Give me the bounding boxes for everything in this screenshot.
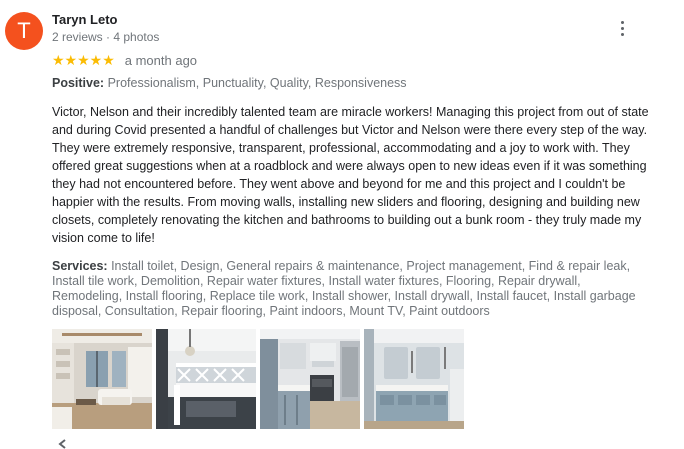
photo-strip	[52, 329, 464, 429]
rating-row	[52, 52, 197, 68]
services-list	[52, 259, 652, 319]
review-photo-living-room[interactable]	[52, 329, 152, 429]
positive-text: Professionalism, Punctuality, Quality, Responsiveness	[104, 76, 407, 90]
positive-attributes	[52, 76, 407, 90]
reviewer-name[interactable]: Taryn Leto	[52, 12, 118, 27]
services-text: Install toilet, Design, General repairs & maintenance, Project management, Find & repair leak, Install tile work, Demolition, Repair water fixtures, Install water fixtures, Flooring, Repair drywall, Remodeling, Install flooring, Replace tile work, Install shower, Install drywall, Install faucet, Install garbage disposal, Consultation, Repair flooring, Paint indoors, Mount TV, Paint outdoors	[52, 259, 636, 318]
chevron-left-icon[interactable]	[58, 439, 68, 449]
positive-label: Positive:	[52, 76, 105, 90]
review-photo-bathroom[interactable]	[364, 329, 464, 429]
services-label: Services:	[52, 259, 108, 273]
star-rating: ★★★★★	[52, 52, 115, 68]
more-vert-icon[interactable]	[612, 18, 632, 38]
review-photo-bunk-room[interactable]	[156, 329, 256, 429]
review-photo-kitchen[interactable]	[260, 329, 360, 429]
review-time: a month ago	[124, 52, 198, 68]
reviewer-meta: 2 reviews · 4 photos	[52, 30, 160, 44]
review-text: Victor, Nelson and their incredibly talented team are miracle workers! Managing this project from out of state and during Covid presented a handful of challenges but Victor and Nelson were there every step of the way. They were extremely responsive, transparent, professional, accommodating and a joy to work with. They offered great suggestions when at a roadblock and were always open to new ideas even if it was something they had not encountered before. They went above and beyond for me and this project and I couldn't be happier with the results. From moving walls, installing new sliders and flooring, designing and building new closets, completely renovating the kitchen and bathrooms to building out a bunk room - they truly made my vision come to life!	[52, 105, 649, 245]
avatar[interactable]: T	[5, 12, 43, 50]
